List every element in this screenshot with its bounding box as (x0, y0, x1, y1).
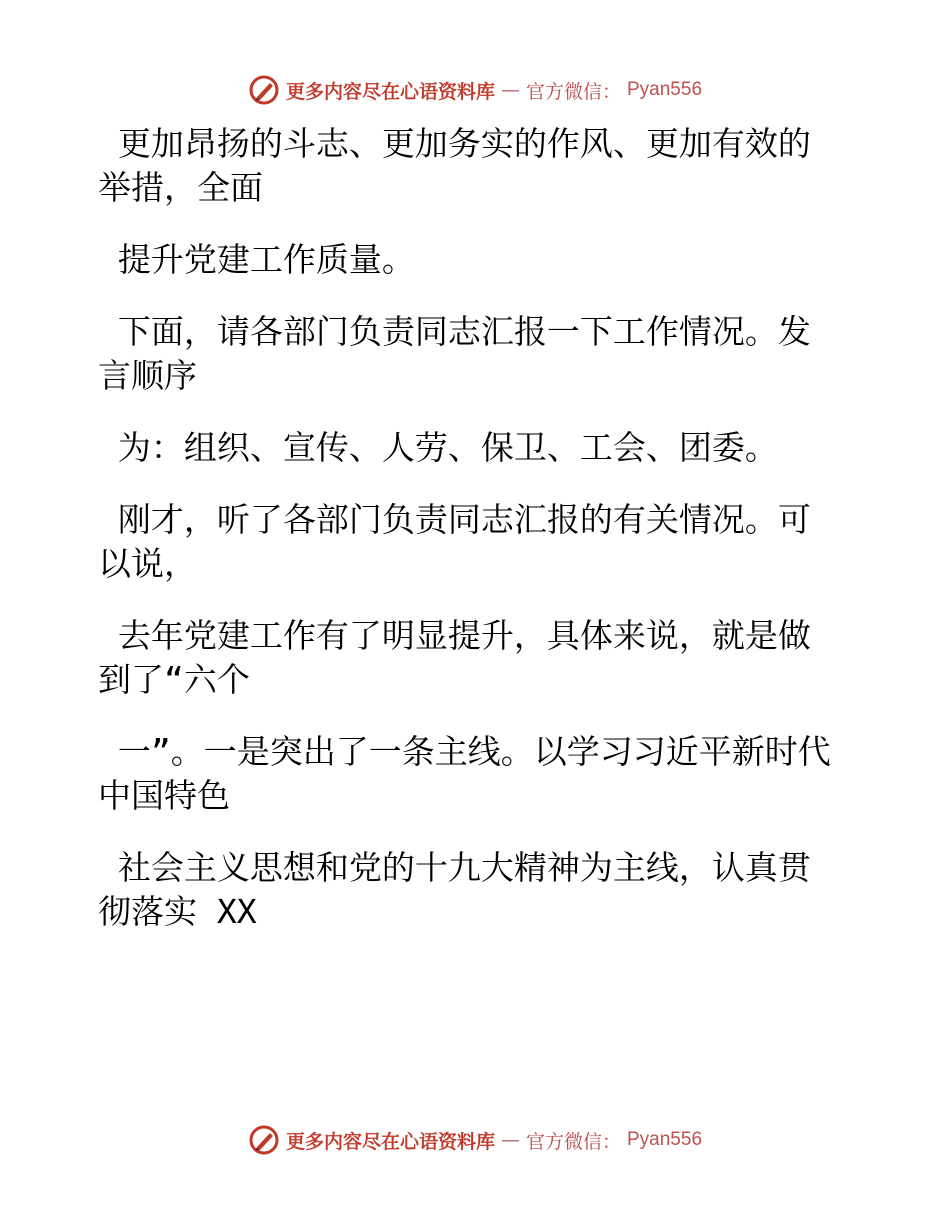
paragraph-1: 更加昂扬的斗志、更加务实的作风、更加有效的举措，全面 (98, 124, 811, 207)
paragraph-2: 提升党建工作质量。 (98, 240, 415, 279)
pen-logo-icon (248, 1124, 280, 1156)
document-body (98, 122, 838, 962)
header-wechat-label: 官方微信： (525, 80, 621, 103)
header-banner (0, 72, 950, 108)
footer-wechat-label: 官方微信： (525, 1130, 621, 1153)
footer-banner-text: 更多内容尽在心语资料库 (285, 1130, 495, 1153)
paragraph-6: 去年党建工作有了明显提升，具体来说，就是做到了“六个 (98, 616, 811, 699)
footer-wechat-id: Pyan556 (627, 1129, 703, 1150)
paragraph-8: 社会主义思想和党的十九大精神为主线，认真贯彻落实 XX (98, 848, 811, 931)
paragraph-5: 刚才，听了各部门负责同志汇报的有关情况。可以说， (98, 500, 811, 583)
paragraph-3: 下面，请各部门负责同志汇报一下工作情况。发言顺序 (98, 312, 811, 395)
paragraph-7: 一”。一是突出了一条主线。以学习习近平新时代中国特色 (98, 732, 831, 815)
header-banner-dash: — (500, 79, 520, 101)
header-banner-text: 更多内容尽在心语资料库 (285, 80, 495, 103)
header-wechat-id: Pyan556 (627, 79, 703, 100)
paragraph-4: 为：组织、宣传、人劳、保卫、工会、团委。 (98, 428, 778, 467)
footer-banner-dash: — (500, 1129, 520, 1151)
pen-logo-icon (248, 74, 280, 106)
footer-banner (0, 1122, 950, 1158)
